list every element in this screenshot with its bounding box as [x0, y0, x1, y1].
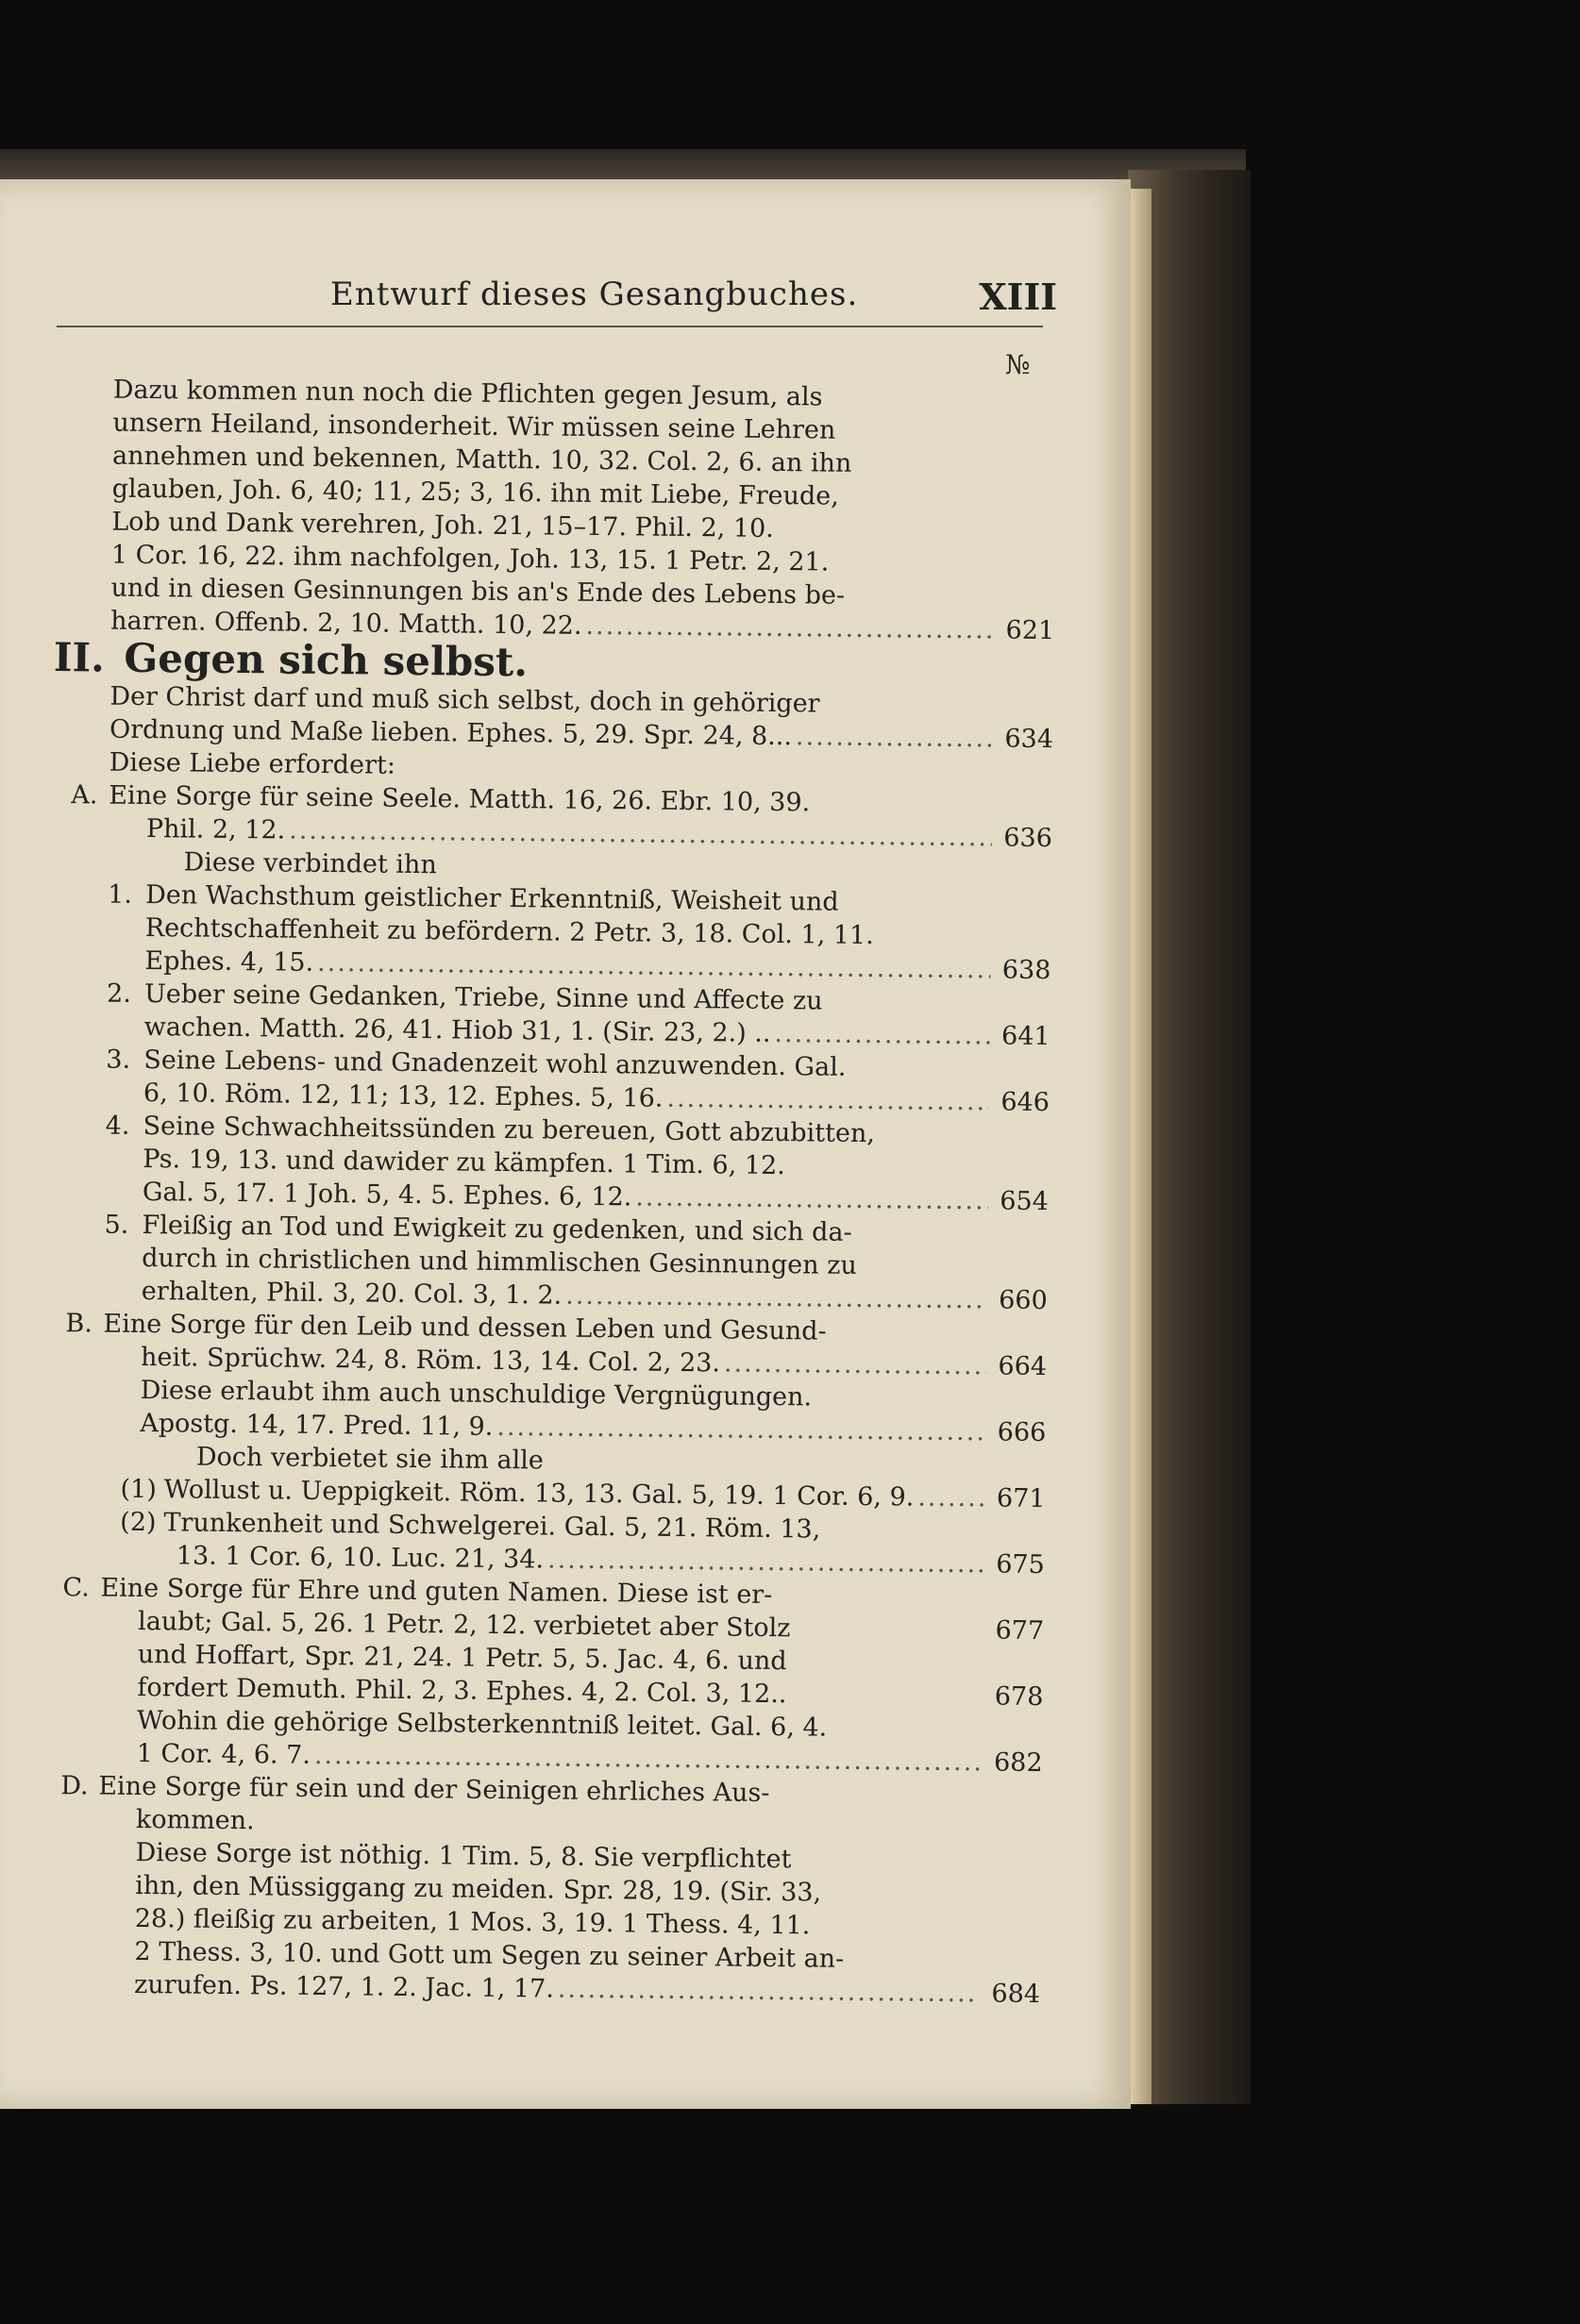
header-rule: [57, 326, 1043, 327]
text-line: Phil. 2, 12. ..... 636: [109, 812, 1052, 855]
text-line: Diese Sorge ist nöthig. 1 Tim. 5, 8. Sie verpflichtet: [135, 1837, 792, 1875]
text-line: Gal. 5, 17. 1 Joh. 5, 4. 5. Ephes. 6, 12. ..... 654: [143, 1176, 1049, 1218]
text-line: Diese Liebe erfordert:: [109, 747, 396, 780]
text-line: wachen. Matth. 26, 41. Hiob 31, 1. (Sir. 23, 2.) .. ..... 641: [144, 1011, 1051, 1053]
entry-C: [42, 1571, 1045, 1780]
hymn-number: 654: [1000, 1186, 1050, 1217]
hymn-number: 678: [994, 1681, 1044, 1713]
text-line: C. Eine Sorge für Ehre und guten Namen. Diese ist er-: [62, 1573, 773, 1611]
entry-D: [40, 1769, 1043, 2011]
text-line: heit. Sprüchw. 24, 8. Röm. 13, 14. Col. 2, 23. ..... 664: [103, 1341, 1047, 1383]
text-line: Ordnung und Maße lieben. Ephes. 5, 29. Spr. 24, 8... ..... 634: [109, 713, 1053, 756]
entry-label: D.: [60, 1771, 89, 1801]
text-line: kommen.: [135, 1804, 255, 1836]
entry-A: [51, 778, 1052, 888]
text-line: 1 Cor. 4, 6. 7. ..... 682: [98, 1737, 1042, 1780]
intro-paragraph: [54, 373, 1057, 647]
text-line: D. Eine Sorge für sein und der Seinigen ehrliches Aus-: [60, 1771, 770, 1808]
entry-B: [45, 1307, 1048, 1482]
text-line: 2 Thess. 3, 10. und Gott um Segen zu seiner Arbeit an-: [134, 1936, 845, 1974]
text-line: 5. Fleißig an Tod und Ewigkeit zu gedenken, und sich da-: [104, 1210, 852, 1247]
text-line: und Hoffart, Spr. 21, 24. 1 Petr. 5, 5. Jac. 4, 6. und: [137, 1639, 787, 1677]
entry-B-2: [44, 1505, 1046, 1581]
text-line: durch in christlichen und himmlischen Gesinnungen zu: [142, 1243, 857, 1280]
text-line: 13. 1 Cor. 6, 10. Luc. 21, 34. ..... 675: [120, 1539, 1045, 1581]
text-line: 1 Cor. 16, 22. ihm nachfolgen, Joh. 13, 15. 1 Petr. 2, 21.: [110, 540, 830, 577]
text-line: 3. Seine Lebens- und Gnadenzeit wohl anzuwenden. Gal.: [106, 1045, 847, 1082]
entry-label: A.: [71, 780, 98, 811]
page-number: XIII: [979, 276, 1057, 318]
entry-label: 5.: [104, 1210, 129, 1240]
text-line: Diese verbindet ihn: [183, 847, 437, 880]
text-line: Lob und Dank verehren, Joh. 21, 15–17. Phil. 2, 10.: [111, 507, 775, 543]
text-line: Rechtschaffenheit zu befördern. 2 Petr. 3, 18. Col. 1, 11.: [144, 913, 874, 951]
hymn-number: 664: [998, 1351, 1048, 1382]
section-label: II.: [53, 633, 106, 681]
text-line: (1) Wollust u. Ueppigkeit. Röm. 13, 13. Gal. 5, 19. 1 Cor. 6, 9. ..... 671: [120, 1473, 1045, 1515]
text-line: 2. Ueber seine Gedanken, Triebe, Sinne und Affecte zu: [106, 978, 823, 1016]
entry-label: 2.: [106, 978, 132, 1009]
text-line: Ephes. 4, 15. ..... 638: [144, 945, 1051, 987]
hymn-number: 682: [993, 1747, 1043, 1779]
text-line: annehmen und bekennen, Matth. 10, 32. Col. 2, 6. an ihn: [111, 441, 852, 478]
hymn-number: 636: [1003, 823, 1053, 854]
entry-label: 3.: [106, 1045, 131, 1075]
text-line: Doch verbietet sie ihm alle: [195, 1442, 545, 1476]
text-line: harren. Offenb. 2, 10. Matth. 10, 22. ..... 621: [110, 605, 1054, 647]
text-line: 28.) fleißig zu arbeiten, 1 Mos. 3, 19. 1 Thess. 4, 11.: [134, 1903, 811, 1941]
text-line: laubt; Gal. 5, 26. 1 Petr. 2, 12. verbietet aber Stolz 677: [137, 1606, 1045, 1647]
section-intro: [52, 679, 1053, 789]
text-line: ihn, den Müssiggang zu meiden. Spr. 28, 19. (Sir. 33,: [135, 1870, 822, 1908]
entry-A-3: [49, 1043, 1051, 1119]
entry-A-5: [47, 1208, 1049, 1317]
text-line: Ps. 19, 13. und dawider zu kämpfen. 1 Tim. 6, 12.: [143, 1145, 785, 1181]
hymn-number: 671: [996, 1483, 1046, 1514]
text-line: Der Christ darf und muß sich selbst, doch in gehöriger: [109, 681, 820, 719]
hymn-number: 666: [997, 1417, 1047, 1448]
text-line: Diese erlaubt ihm auch unschuldige Vergnügungen.: [140, 1375, 813, 1413]
hymn-number: 677: [995, 1615, 1045, 1647]
hymn-number: 638: [1001, 955, 1051, 986]
entry-label: C.: [62, 1573, 90, 1603]
text-line: 4. Seine Schwachheitssünden zu bereuen, Gott abzubitten,: [105, 1111, 876, 1149]
section-heading: [53, 633, 1054, 686]
entry-A-1: [50, 878, 1051, 987]
text-line: zurufen. Ps. 127, 1. 2. Jac. 1, 17. ..... 684: [96, 1968, 1040, 2011]
hymn-number: 646: [1000, 1087, 1051, 1118]
hymn-number: 684: [991, 1979, 1041, 2010]
entry-label: 4.: [105, 1111, 130, 1141]
entry-label: 1.: [108, 879, 133, 910]
text-line: Wohin die gehörige Selbsterkenntniß leitet. Gal. 6, 4.: [136, 1705, 828, 1743]
text-line: glauben, Joh. 6, 40; 11, 25; 3, 16. ihn mit Liebe, Freude,: [111, 474, 839, 511]
text-line: 6, 10. Röm. 12, 11; 13, 12. Ephes. 5, 16. ..... 646: [143, 1077, 1050, 1119]
text-line: Apostg. 14, 17. Pred. 11, 9. ..... 666: [102, 1407, 1046, 1449]
number-column-sign: №: [1005, 349, 1031, 380]
text-line: und in diesen Gesinnungen bis an's Ende des Lebens be-: [110, 573, 846, 610]
text-line: 1. Den Wachsthum geistlicher Erkenntniß, Weisheit und: [108, 879, 839, 917]
running-title: Entwurf dieses Gesangbuches.: [330, 276, 859, 313]
text-line: A. Eine Sorge für seine Seele. Matth. 16, 26. Ebr. 10, 39.: [71, 780, 811, 818]
text-line: Dazu kommen nun noch die Pflichten gegen Jesum, als: [112, 375, 823, 412]
entry-label: B.: [65, 1309, 93, 1339]
page-header: [57, 276, 1057, 323]
text-line: unsern Heiland, insonderheit. Wir müssen seine Lehren: [112, 408, 836, 445]
text-line: erhalten, Phil. 3, 20. Col. 3, 1. 2. ..... 660: [142, 1275, 1048, 1317]
text-line: B. Eine Sorge für den Leib und dessen Leben und Gesund-: [65, 1309, 827, 1346]
entry-A-4: [48, 1109, 1050, 1218]
entry-A-2: [50, 977, 1051, 1053]
entry-label: (1): [120, 1474, 158, 1505]
hymn-number: 660: [999, 1285, 1048, 1316]
table-of-contents: [40, 373, 1057, 2011]
hymn-number: 641: [1000, 1021, 1051, 1052]
section-title: Gegen sich selbst.: [124, 634, 529, 686]
hymn-number: 634: [1004, 724, 1054, 755]
text-line: (2) Trunkenheit und Schwelgerei. Gal. 5, 21. Röm. 13,: [120, 1507, 821, 1545]
entry-label: (2): [120, 1507, 157, 1538]
hymn-number: 621: [1005, 615, 1055, 646]
text-line: fordert Demuth. Phil. 2, 3. Ephes. 4, 2. Col. 3, 12.. 678: [137, 1672, 1044, 1713]
hymn-number: 675: [996, 1549, 1045, 1580]
